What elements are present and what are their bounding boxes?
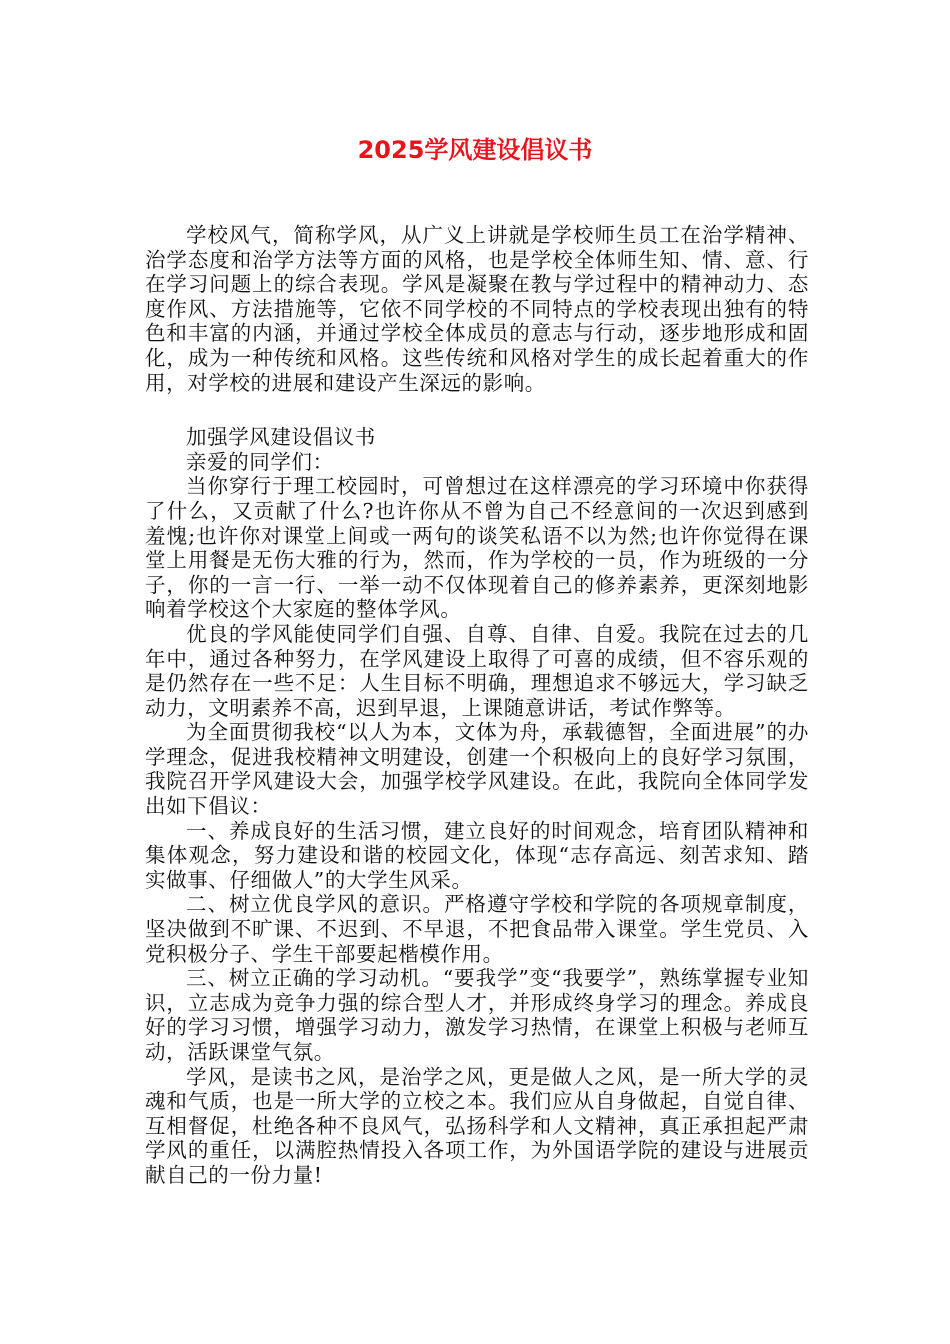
body-paragraph: 当你穿行于理工校园时，可曾想过在这样漂亮的学习环境中你获得了什么，又贡献了什么?也许你从不曾为自己不经意间的一次迟到感到羞愧;也许你对课堂上间或一两句的谈笑私语不以为然;也许你觉得在课堂上用餐是无伤大雅的行为，然而，作为学校的一员，作为班级的一分子，你的一言一行、一举一动不仅体现着自己的修养素养，更深刻地影响着学校这个大家庭的整体学风。 [145, 474, 809, 622]
salutation: 亲爱的同学们： [186, 449, 334, 474]
document-body [145, 223, 809, 1188]
proposal-item: 一、养成良好的生活习惯，建立良好的时间观念，培育团队精神和集体观念，努力建设和谐的校园文化，体现“志存高远、刻苦求知、踏实做事、仔细做人”的大学生风采。 [145, 818, 809, 892]
body-paragraph: 为全面贯彻我校“以人为本，文体为舟，承载德智，全面进展”的办学理念，促进我校精神文明建设，创建一个积极向上的良好学习氛围，我院召开学风建设大会，加强学校学风建设。在此，我院向全体同学发出如下倡议： [145, 720, 809, 819]
body-paragraph: 优良的学风能使同学们自强、自尊、自律、自爱。我院在过去的几年中，通过各种努力，在学风建设上取得了可喜的成绩，但不容乐观的是仍然存在一些不足：人生目标不明确，理想追求不够远大，学习缺乏动力，文明素养不高，迟到早退，上课随意讲话，考试作弊等。 [145, 621, 809, 720]
proposal-item: 三、树立正确的学习动机。“要我学”变“我要学”，熟练掌握专业知识，立志成为竞争力强的综合型人才，并形成终身学习的理念。养成良好的学习习惯，增强学习动力，激发学习热情，在课堂上积极与老师互动，活跃课堂气氛。 [145, 966, 809, 1064]
closing-paragraph: 学风，是读书之风，是治学之风，更是做人之风，是一所大学的灵魂和气质，也是一所大学的立校之本。我们应从自身做起，自觉自律、互相督促，杜绝各种不良风气，弘扬科学和人文精神，真正承担起严肃学风的重任，以满腔热情投入各项工作，为外国语学院的建设与进展贡献自己的一份力量! [145, 1064, 809, 1187]
initiative-heading: 加强学风建设倡议书 [186, 425, 376, 450]
intro-paragraph: 学校风气，简称学风，从广义上讲就是学校师生员工在治学精神、治学态度和治学方法等方面的风格，也是学校全体师生知、情、意、行在学习问题上的综合表现。学风是凝聚在教与学过程中的精神动力、态度作风、方法措施等，它依不同学校的不同特点的学校表现出独有的特色和丰富的内涵，并通过学校全体成员的意志与行动，逐步地形成和固化，成为一种传统和风格。这些传统和风格对学生的成长起着重大的作用，对学校的进展和建设产生深远的影响。 [145, 223, 809, 395]
proposal-item: 二、树立优良学风的意识。严格遵守学校和学院的各项规章制度，坚决做到不旷课、不迟到、不早退，不把食品带入课堂。学生党员、入党积极分子、学生干部要起楷模作用。 [145, 892, 809, 966]
document-title: 2025学风建设倡议书 [357, 136, 593, 164]
